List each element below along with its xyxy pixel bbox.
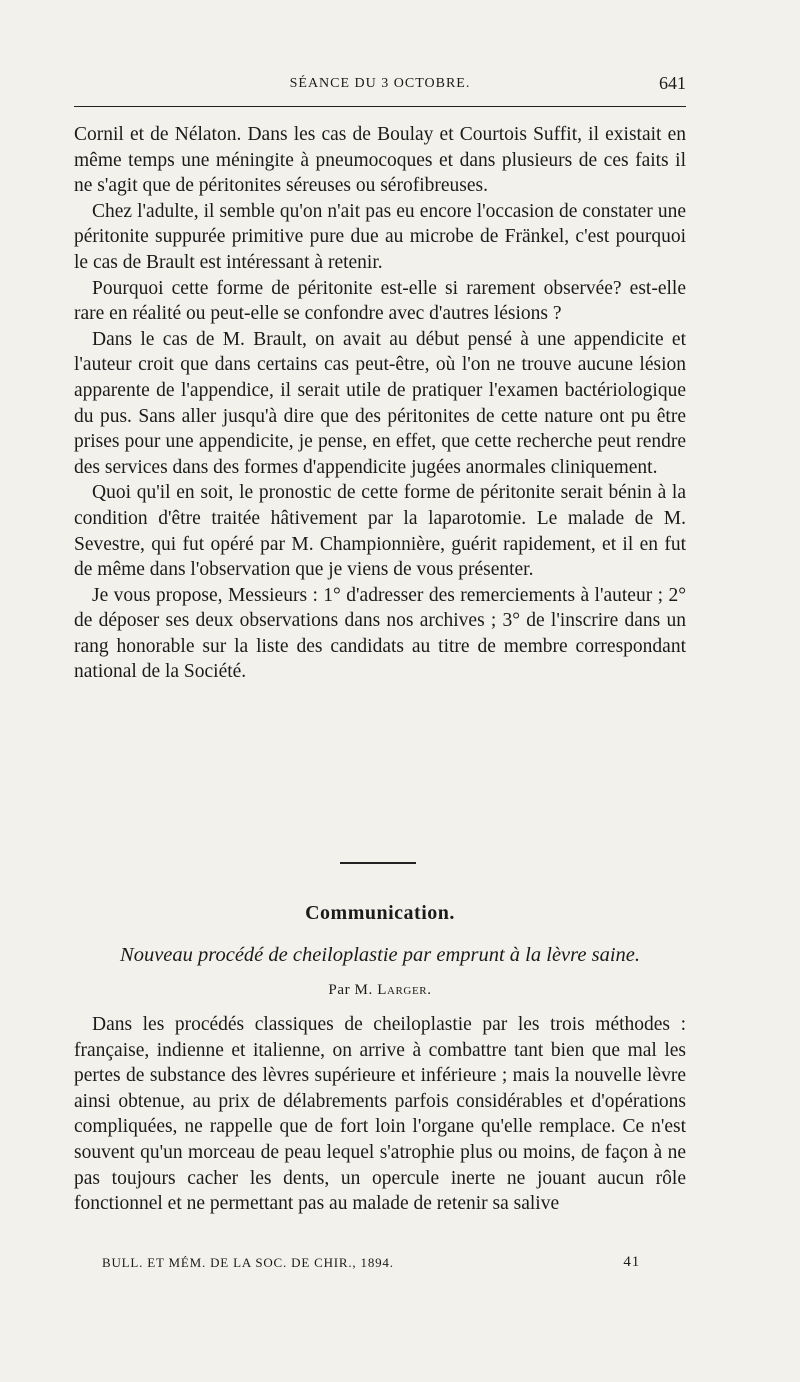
page-number: 641 [659, 73, 686, 93]
running-head [74, 73, 686, 100]
article-body [74, 1012, 686, 1217]
journal-reference: BULL. ET MÉM. DE LA SOC. DE CHIR., 1894. [102, 1255, 394, 1270]
section-title: Communication. [305, 902, 455, 924]
paragraph: Cornil et de Nélaton. Dans les cas de Boulay et Courtois Suffit, il existait en même temps une méningite à pneumocoques et dans plusieurs de ces faits il ne s'agit que de péritonites séreuses ou sérofibreuses. [74, 124, 686, 197]
author-line [74, 982, 686, 999]
paragraph: Pourquoi cette forme de péritonite est-elle si rarement observée? est-elle rare en réalité ou peut-elle se confondre avec d'autres lésions ? [74, 277, 686, 325]
paragraph: Chez l'adulte, il semble qu'on n'ait pas eu encore l'occasion de constater une péritonite suppurée primitive pure due au microbe de Fränkel, c'est pourquoi le cas de Brault est intéressant à retenir. [74, 200, 686, 273]
author-name: Larger. [377, 982, 432, 998]
page-footer [102, 1255, 640, 1275]
paragraph: Quoi qu'il en soit, le pronostic de cette forme de péritonite serait bénin à la condition d'être traitée hâtivement par la laparotomie. Le malade de M. Sevestre, qui fut opéré par M. Championnière, guérit rapidement, et il en fut de même dans l'observation que je viens de vous présenter. [74, 482, 686, 581]
section-divider [340, 862, 416, 864]
paragraph: Dans le cas de M. Brault, on avait au début pensé à une appendicite et l'auteur croit que dans certains cas peut-être, où l'on ne trouve aucune lésion apparente de l'appendice, il serait utile de pratiquer l'examen bactériologique du pus. Sans aller jusqu'à dire que des péritonites de cette nature ont pu être prises pour une appendicite, je pense, en effet, que cette recherche peut rendre des services dans des formes d'appendicite jugées anormales cliniquement. [74, 328, 686, 478]
paragraph: Je vous propose, Messieurs : 1° d'adresser des remerciements à l'auteur ; 2° de déposer ses deux observations dans nos archives ; 3° de l'inscrire dans un rang honorable sur la liste des candidats au titre de membre correspondant national de la Société. [74, 584, 686, 683]
article-title: Nouveau procédé de cheiloplastie par emprunt à la lèvre saine. [120, 944, 640, 966]
running-title: SÉANCE DU 3 OCTOBRE. [289, 76, 471, 91]
report-body [74, 122, 686, 685]
author-prefix: Par M. [328, 982, 373, 998]
header-rule [74, 106, 686, 107]
paragraph: Dans les procédés classiques de cheiloplastie par les trois méthodes : française, indienne et italienne, on arrive à combattre tant bien que mal les pertes de substance des lèvres supérieure et inférieure ; mais la nouvelle lèvre ainsi obtenue, au prix de délabrements parfois considérables et d'opérations compliquées, ne rappelle que de fort loin l'organe qu'elle remplace. Ce n'est souvent qu'un morceau de peau lequel s'atrophie plus ou moins, de façon à ne pas toujours cacher les dents, un opercule inerte ne jouant aucun rôle fonctionnel et ne permettant pas au malade de retenir sa salive [74, 1014, 686, 1215]
signature-mark: 41 [623, 1254, 640, 1270]
